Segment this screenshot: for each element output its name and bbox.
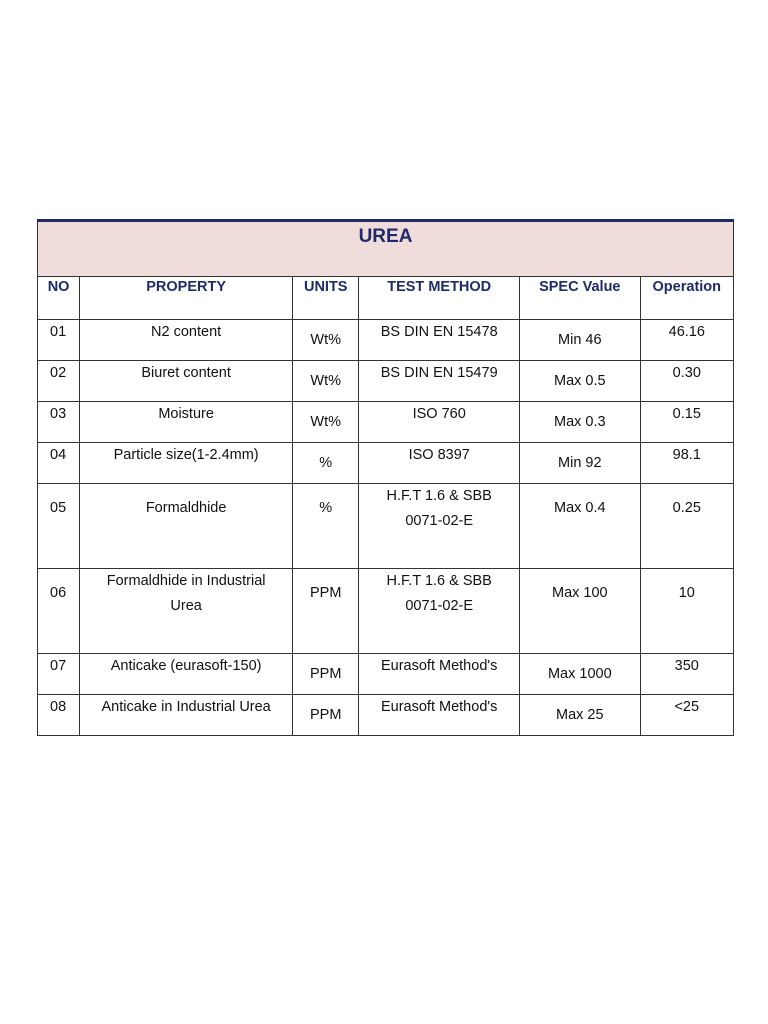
table-row [38, 361, 734, 402]
cell-operation: <25 [640, 695, 733, 736]
header-no: NO [38, 277, 80, 320]
cell-test-method-line: H.F.T 1.6 & SBB [386, 488, 492, 504]
table-row [38, 654, 734, 695]
cell-property: N2 content [80, 320, 293, 361]
header-units: UNITS [293, 277, 359, 320]
cell-spec-value: Min 92 [520, 443, 641, 484]
cell-test-method [359, 569, 520, 654]
cell-property-line: Formaldhide in Industrial [106, 573, 266, 589]
cell-test-method: Eurasoft Method's [359, 654, 520, 695]
table-row [38, 402, 734, 443]
table-title: UREA [38, 221, 734, 277]
cell-units: PPM [293, 695, 359, 736]
cell-test-method: ISO 760 [359, 402, 520, 443]
cell-property: Biuret content [80, 361, 293, 402]
table-row [38, 569, 734, 654]
cell-no: 06 [38, 569, 80, 654]
cell-units: PPM [293, 654, 359, 695]
cell-no: 08 [38, 695, 80, 736]
cell-units: % [293, 484, 359, 569]
cell-operation: 0.25 [640, 484, 733, 569]
table-row [38, 443, 734, 484]
cell-test-method [359, 484, 520, 569]
cell-test-method: BS DIN EN 15478 [359, 320, 520, 361]
cell-no: 03 [38, 402, 80, 443]
cell-property: Anticake (eurasoft-150) [80, 654, 293, 695]
cell-no: 05 [38, 484, 80, 569]
cell-spec-value: Min 46 [520, 320, 641, 361]
cell-spec-value: Max 0.3 [520, 402, 641, 443]
cell-units: Wt% [293, 361, 359, 402]
cell-units: Wt% [293, 402, 359, 443]
cell-spec-value: Max 0.5 [520, 361, 641, 402]
cell-spec-value: Max 0.4 [520, 484, 641, 569]
cell-units: Wt% [293, 320, 359, 361]
cell-property-line: Urea [170, 598, 202, 614]
table-header-row [38, 277, 734, 320]
cell-test-method: BS DIN EN 15479 [359, 361, 520, 402]
cell-property: Formaldhide [80, 484, 293, 569]
cell-no: 04 [38, 443, 80, 484]
cell-operation: 98.1 [640, 443, 733, 484]
cell-operation: 350 [640, 654, 733, 695]
cell-operation: 46.16 [640, 320, 733, 361]
cell-test-method: Eurasoft Method's [359, 695, 520, 736]
cell-property: Anticake in Industrial Urea [80, 695, 293, 736]
table-row [38, 320, 734, 361]
cell-spec-value: Max 25 [520, 695, 641, 736]
urea-spec-table [37, 219, 734, 736]
cell-property: Moisture [80, 402, 293, 443]
header-operation: Operation [640, 277, 733, 320]
cell-operation: 10 [640, 569, 733, 654]
header-test-method: TEST METHOD [359, 277, 520, 320]
cell-spec-value: Max 1000 [520, 654, 641, 695]
cell-spec-value: Max 100 [520, 569, 641, 654]
cell-test-method-line: H.F.T 1.6 & SBB [386, 573, 492, 589]
cell-test-method-line: 0071-02-E [405, 513, 474, 529]
cell-test-method-line: 0071-02-E [405, 598, 474, 614]
header-property: PROPERTY [80, 277, 293, 320]
cell-units: PPM [293, 569, 359, 654]
cell-property: Particle size(1-2.4mm) [80, 443, 293, 484]
cell-operation: 0.15 [640, 402, 733, 443]
cell-operation: 0.30 [640, 361, 733, 402]
table-row [38, 484, 734, 569]
cell-test-method: ISO 8397 [359, 443, 520, 484]
cell-property [80, 569, 293, 654]
cell-no: 01 [38, 320, 80, 361]
header-spec-value: SPEC Value [520, 277, 641, 320]
table-title-row [38, 221, 734, 277]
cell-no: 02 [38, 361, 80, 402]
table-row [38, 695, 734, 736]
cell-no: 07 [38, 654, 80, 695]
cell-units: % [293, 443, 359, 484]
